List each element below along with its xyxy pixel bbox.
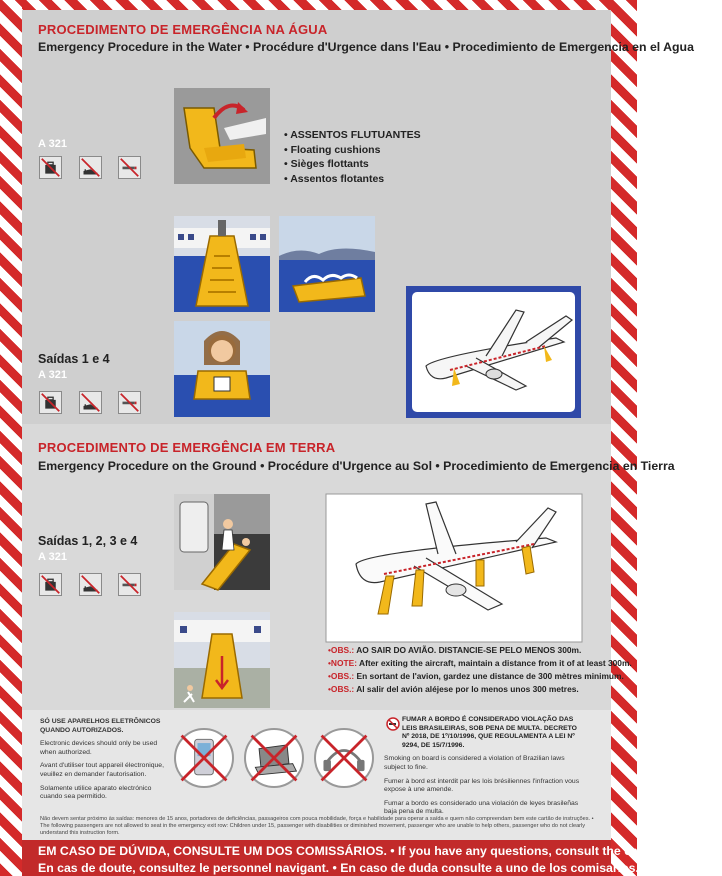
footer-banner <box>22 840 722 876</box>
aircraft-model-label: A 321 <box>38 138 67 150</box>
slide-exit-illustration <box>174 612 270 708</box>
electronics-line: Avant d'utiliser tout appareil électronique, veuillez en demander l'autorisation. <box>40 762 164 778</box>
no-smoking-icon <box>118 391 141 414</box>
flotation-list <box>284 128 421 186</box>
water-procedure-section <box>22 10 694 424</box>
exit-row-restrictions: Não devem sentar próximo às saídas: menores de 15 anos, portadores de deficiências, passageiros com pouca mobilidade, força e habilidade para operar a saída e quem não compreendam bem este cartão de instruções. • The following passengers are not allowed to seat in the emergency exit row: Children under 15, passenger with disabilities or diminished movement, passenger who are unable to help others, passenger who do not clearly understand this instruction form. <box>40 816 594 836</box>
no-high-heels-icon <box>79 391 102 414</box>
life-raft-floating-illustration <box>279 216 375 312</box>
door-slide-illustration <box>174 494 270 590</box>
no-high-heels-icon <box>79 156 102 179</box>
obs-line: •NOTE: After exiting the aircraft, maintain a distance from it of at least 300m. <box>328 658 632 668</box>
obs-line: •OBS.: AO SAIR DO AVIÃO. DISTANCIE-SE PELO MENOS 300m. <box>328 645 582 655</box>
water-exits-label: Saídas 1 e 4 <box>38 352 110 366</box>
water-exits-aircraft-diagram <box>406 286 581 418</box>
no-baggage-icon <box>39 573 62 596</box>
flotation-item: • Sièges flottants <box>284 158 369 170</box>
aircraft-model-label: A 321 <box>38 369 67 381</box>
flotation-item: • Assentos flotantes <box>284 172 385 185</box>
flotation-item: • Floating cushions <box>284 143 381 156</box>
no-phone-icon <box>174 728 234 788</box>
no-baggage-icon <box>39 391 62 414</box>
smoking-notice <box>384 716 584 822</box>
right-hazard-stripes <box>611 0 637 876</box>
ground-distance-notes <box>328 644 632 696</box>
flotation-item: • ASSENTOS FLUTUANTES <box>284 129 421 141</box>
obs-line: •OBS.: Al salir del avión aléjese por lo menos unos 300 metres. <box>328 684 579 694</box>
left-hazard-stripes <box>0 0 22 876</box>
electronics-heading: SÓ USE APARELHOS ELETRÔNICOS QUANDO AUTORIZADOS. <box>40 718 161 734</box>
seat-cushion-illustration <box>174 88 270 184</box>
ground-exits-label: Saídas 1, 2, 3 e 4 <box>38 534 138 548</box>
ground-title: PROCEDIMENTO DE EMERGÊNCIA EM TERRA <box>38 440 336 455</box>
footer-line-2: En cas de doute, consultez le personnel navigant. • En caso de duda consulte a uno de los comisarios. <box>38 861 639 875</box>
obs-line: •OBS.: En sortant de l'avion, gardez une distance de 300 mètres minimum. <box>328 671 624 681</box>
aircraft-model-label: A 321 <box>38 551 67 563</box>
ground-subtitle: Emergency Procedure on the Ground • Procédure d'Urgence au Sol • Procedimiento de Emergencia en Tierra <box>38 459 675 473</box>
electronics-line: Solamente utilice aparato electrónico cuando sea permitido. <box>40 784 152 801</box>
smoking-line: Fumer à bord est interdit par les lois brésiliennes l'infraction vous expose à une amende. <box>384 777 580 794</box>
footer-line-1: EM CASO DE DÚVIDA, CONSULTE UM DOS COMISSÁRIOS. • If you have any questions, consult the cabin personnel. <box>38 844 722 858</box>
no-smoking-icon <box>118 573 141 596</box>
no-headphones-icon <box>314 728 374 788</box>
no-smoking-icon <box>118 156 141 179</box>
no-baggage-icon <box>39 156 62 179</box>
ground-exits-aircraft-diagram <box>326 494 582 642</box>
raft-slide-illustration <box>174 216 270 312</box>
smoking-line: Smoking on board is considered a violation of Brazilian laws subject to fine. <box>384 755 565 771</box>
smoking-heading: FUMAR A BORDO É CONSIDERADO VIOLAÇÃO DAS LEIS BRASILEIRAS, SOB PENA DE MULTA. DECRETO Nº 2018, DE 1º/10/1996, QUE REGULAMENTA A LEI Nº 9294, DE 15/7/1996. <box>402 716 577 749</box>
no-laptop-icon <box>244 728 304 788</box>
smoking-line: Fumar a bordo es considerado una violación de leyes brasileñas baja pena de multa. <box>384 799 579 816</box>
electronics-line: Electronic devices should only be used when authorized. <box>40 740 158 756</box>
no-high-heels-icon <box>79 573 102 596</box>
water-subtitle: Emergency Procedure in the Water • Procédure d'Urgence dans l'Eau • Procedimiento de Emergencia en el Agua <box>38 40 694 54</box>
life-vest-in-water-illustration <box>174 321 270 417</box>
electronics-notice <box>40 718 170 807</box>
water-title: PROCEDIMENTO DE EMERGÊNCIA NA ÁGUA <box>38 22 328 37</box>
safety-card <box>22 10 722 876</box>
